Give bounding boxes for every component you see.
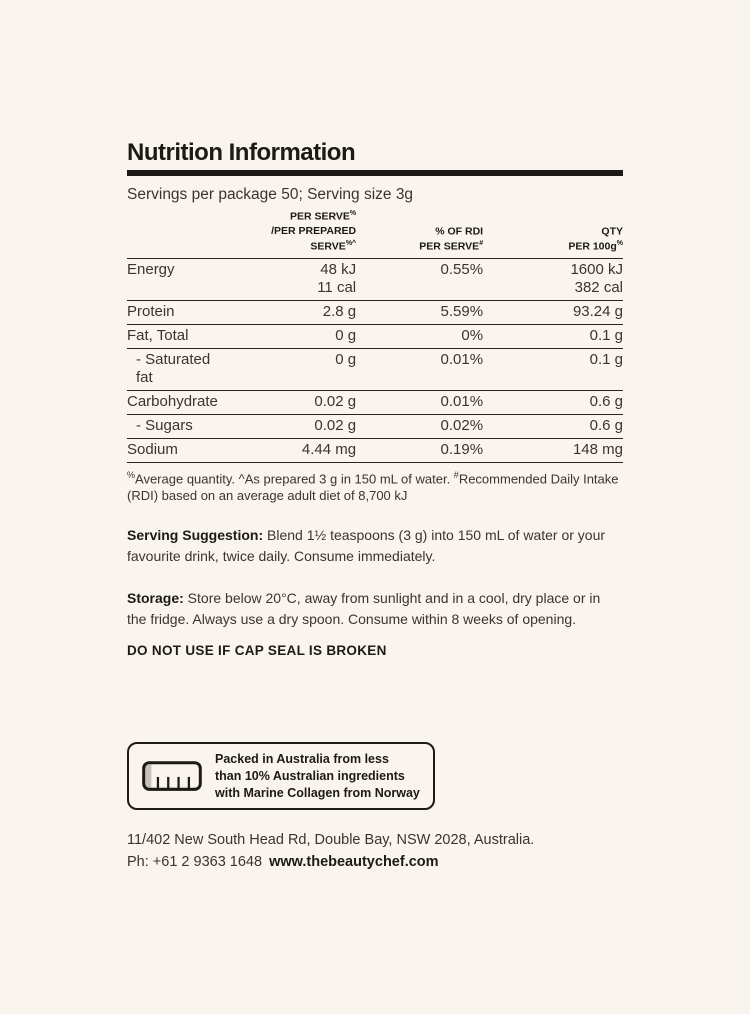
- value-line: 2.8 g: [322, 302, 357, 320]
- footnote-text: Average quantity. ^As prepared 3 g in 150 mL of water.: [135, 470, 454, 486]
- value-rdi-per-serve: [356, 300, 483, 324]
- value-line: 0.1 g: [589, 350, 623, 368]
- phone-number: Ph: +61 2 9363 1648: [127, 854, 263, 871]
- value-rdi-per-serve: [356, 390, 483, 414]
- footnote-marker: %: [127, 469, 136, 480]
- title-underline-bar: [127, 170, 623, 176]
- nutrient-name: - Saturated fat: [127, 348, 226, 390]
- value-line: 93.24 g: [572, 302, 623, 320]
- header-rdi-per-serve: % OF RDI PER SERVE#: [356, 209, 483, 258]
- value-line: 1600 kJ: [570, 260, 623, 278]
- value-qty-per-100g: [483, 300, 623, 324]
- value-per-serve: [226, 258, 356, 300]
- footnote-marker: %: [349, 210, 357, 218]
- page-title: Nutrition Information: [127, 139, 356, 166]
- nutrient-name: Sodium: [127, 438, 226, 462]
- origin-badge-text: [215, 751, 420, 801]
- storage-text: Store below 20°C, away from sunlight and in a cool, dry place or in the fridge. Always use a dry spoon. Consume within 8 weeks of opening.: [127, 590, 601, 628]
- origin-badge-line: than 10% Australian ingredients: [215, 769, 405, 784]
- table-header-row: [127, 209, 623, 258]
- nutrient-name: Protein: [127, 300, 226, 324]
- value-line: 5.59%: [440, 302, 484, 320]
- nutrition-row: [127, 414, 623, 438]
- value-line: 0.6 g: [589, 392, 623, 410]
- footnote-text: Recommended Daily Intake (RDI) based on an average adult diet of 8,700 kJ: [127, 470, 619, 504]
- value-line: 0%: [461, 326, 484, 344]
- nutrient-name: - Sugars: [127, 414, 226, 438]
- contact-block: [127, 830, 623, 874]
- value-line: 148 mg: [572, 440, 623, 458]
- value-line: 48 kJ: [320, 260, 357, 278]
- value-qty-per-100g: [483, 324, 623, 348]
- servings-line: Servings per package 50; Serving size 3g: [127, 186, 414, 203]
- value-per-serve: [226, 390, 356, 414]
- storage: [127, 588, 623, 630]
- value-qty-per-100g: [483, 258, 623, 300]
- serving-suggestion: [127, 525, 623, 567]
- nutrition-row: [127, 438, 623, 462]
- nutrient-name: Carbohydrate: [127, 390, 226, 414]
- website-url: www.thebeautychef.com: [269, 854, 439, 871]
- nutrition-row: [127, 324, 623, 348]
- value-line: 0 g: [335, 350, 357, 368]
- phone-website-line: [127, 852, 623, 874]
- value-line: 0.55%: [440, 260, 484, 278]
- nutrition-row: [127, 300, 623, 324]
- nutrient-name: Energy: [127, 258, 226, 300]
- value-line: 0.01%: [440, 392, 484, 410]
- nutrition-row: [127, 258, 623, 300]
- value-qty-per-100g: [483, 348, 623, 390]
- value-qty-per-100g: [483, 414, 623, 438]
- value-line: 0.19%: [440, 440, 484, 458]
- value-qty-per-100g: [483, 390, 623, 414]
- footnote-marker: #: [479, 239, 484, 247]
- cap-seal-warning: DO NOT USE IF CAP SEAL IS BROKEN: [127, 643, 387, 659]
- footnote-marker: %^: [345, 239, 357, 247]
- value-per-serve: [226, 348, 356, 390]
- address-line: 11/402 New South Head Rd, Double Bay, NSW 2028, Australia.: [127, 832, 535, 849]
- value-rdi-per-serve: [356, 324, 483, 348]
- storage-label: Storage:: [127, 590, 184, 607]
- label-content: [127, 141, 623, 874]
- value-line: 0.02 g: [314, 416, 357, 434]
- value-line: 382 cal: [574, 278, 623, 296]
- value-line: 0.01%: [440, 350, 484, 368]
- origin-badge-line: Packed in Australia from less: [215, 752, 389, 767]
- header-nutrient-column: [127, 209, 226, 258]
- nutrition-table: [127, 209, 623, 462]
- value-rdi-per-serve: [356, 414, 483, 438]
- value-qty-per-100g: [483, 438, 623, 462]
- origin-badge-line: with Marine Collagen from Norway: [215, 785, 420, 800]
- value-line: 0.02%: [440, 416, 484, 434]
- value-per-serve: [226, 324, 356, 348]
- nutrient-name: Fat, Total: [127, 324, 226, 348]
- value-rdi-per-serve: [356, 438, 483, 462]
- value-rdi-per-serve: [356, 348, 483, 390]
- header-per-serve: PER SERVE% /PER PREPARED SERVE%^: [226, 209, 356, 258]
- value-line: 0.1 g: [589, 326, 623, 344]
- value-line: 0.02 g: [314, 392, 357, 410]
- table-footnote: [127, 470, 623, 505]
- header-qty-per-100g: QTY PER 100g%: [483, 209, 623, 258]
- serving-suggestion-text: Blend 1½ teaspoons (3 g) into 150 mL of water or your favourite drink, twice daily. Consume immediately.: [127, 527, 606, 565]
- value-per-serve: [226, 438, 356, 462]
- value-rdi-per-serve: [356, 258, 483, 300]
- value-per-serve: [226, 414, 356, 438]
- value-per-serve: [226, 300, 356, 324]
- footnote-marker: #: [453, 469, 459, 480]
- nutrition-row: [127, 390, 623, 414]
- value-line: 0 g: [335, 326, 357, 344]
- origin-badge: [127, 742, 435, 810]
- value-line: 0.6 g: [589, 416, 623, 434]
- serving-suggestion-label: Serving Suggestion:: [127, 527, 264, 544]
- nutrition-row: [127, 348, 623, 390]
- value-line: 4.44 mg: [301, 440, 357, 458]
- value-line: 11 cal: [317, 278, 357, 296]
- percentage-bar-chart-icon: [141, 761, 203, 791]
- footnote-marker: %: [616, 239, 623, 247]
